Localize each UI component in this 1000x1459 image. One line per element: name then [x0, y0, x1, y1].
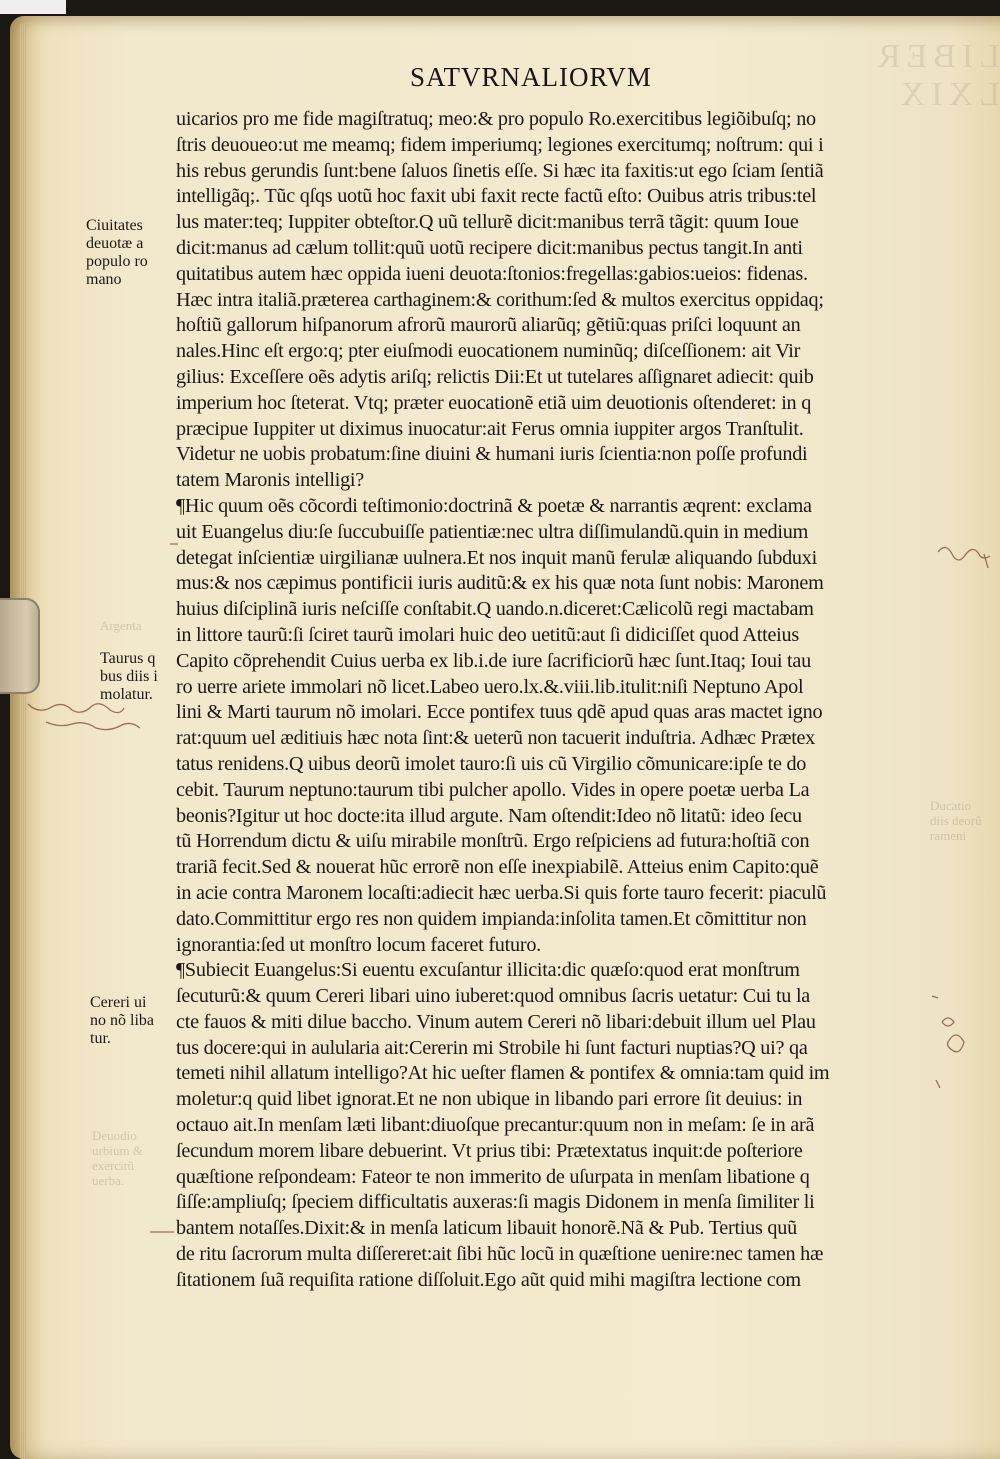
gloss-line: populo ro	[86, 253, 148, 270]
text-line: lus mater:teq; Iuppiter obteſtor.Q uũ tellurẽ dicit:manibus terrã tãgit: quum Ioue	[176, 211, 799, 234]
text-line: quitatibus autem hæc oppida iueni deuota:ſtonios:fregellas:gabios:ueios: fidenas.	[176, 262, 808, 285]
ink-tick-right	[936, 1080, 940, 1088]
text-line: temeti nihil allatum intelligo?At hic ueſter flamen & pontifex & omnia:tam quid im	[176, 1062, 830, 1085]
text-line: tatem Maronis intelligi?	[176, 469, 364, 492]
gloss-line: Taurus q	[100, 650, 156, 667]
text-line: octauo ait.In menſam læti libant:diuoſque precantur:quum non in meſam: ſe in arã	[176, 1114, 815, 1137]
gloss-line: no nõ liba	[90, 1012, 154, 1029]
text-line: ſitationem ſuã requiſita ratione diſſoluit.Ego aũt quid mihi magiſtra lectione com	[176, 1268, 801, 1291]
text-line: de ritu ſacrorum multa diſſereret:ait ſibi hũc locũ in quæſtione uenire:nec tamen hæ	[176, 1243, 824, 1266]
text-line: cte fauos & miti dilue baccho. Vinum autem Cereri nõ libari:debuit illum uel Plau	[176, 1010, 816, 1033]
show-through-gloss: Ducatio diis deorũ rameni	[930, 798, 982, 843]
text-line: hoſtiũ gallorum hiſpanorum afrorũ maurorũ aliarũq; gẽtiũ:quas priſci loquunt an	[176, 314, 801, 337]
text-line: ſecuturũ:& quum Cereri libari uino iuberet:quod omnibus ſacris uetatur: Cui tu la	[176, 985, 811, 1008]
text-line: Capito cõprehendit Cuius uerba ex lib.i.de iure ſacrificiorũ hæc ſunt.Itaq; Ioui tau	[176, 649, 811, 672]
text-line: bantem notaſſes.Dixit:& in menſa laticum libauit honorẽ.Nã & Pub. Tertius quũ	[176, 1217, 797, 1240]
text-line: ſiſſe:ampliuſq; ſpeciem difficultatis auxeras:ſi magis Didonem in menſa ſimiliter li	[176, 1191, 815, 1214]
ink-mark-right	[984, 554, 988, 568]
gloss-line: tur.	[90, 1030, 111, 1047]
show-through-text: LIBER LXIX	[871, 38, 1000, 113]
ink-scribble-right	[938, 547, 990, 560]
gloss-line: mano	[86, 271, 122, 288]
gloss-line: bus diis i	[100, 668, 158, 685]
text-line: nales.Hinc eſt ergo:q; pter eiuſmodi euocationem numinũq; diſceſſionem: ait Vir	[176, 340, 801, 363]
text-line: rat:quum uel æditiuis hæc nota ſint:& ueterũ non tacuerit induſtria. Adhæc Prætex	[176, 727, 816, 750]
text-line: ſecundum morem libare debuerint. Vt prius tibi: Prætextatus inquit:de poſteriore	[176, 1139, 803, 1162]
text-line: beonis?Igitur ut hoc docte:ita illud argute. Nam oſtendit:Ideo nõ litatũ: ideo ſecu	[176, 804, 802, 827]
ink-scribble-left-2	[46, 722, 140, 730]
text-line: dato.Committitur ergo res non quidem impianda:inſolita tamen.Et cõmittitur non	[176, 907, 807, 930]
text-line: cebit. Taurum neptuno:taurum tibi pulcher apollo. Vides in opere poetæ uerba La	[176, 778, 810, 801]
text-line: ro uerre ariete immolari nõ licet.Labeo uero.lx.&.viii.lib.itulit:niſi Neptuno Apol	[176, 675, 804, 698]
gloss-line: deuotæ a	[86, 235, 144, 252]
text-line: ſtris deuoueo:ut me meamq; fidem imperiumq; legiones exercitumq; noſtrum: qui i	[176, 133, 824, 156]
text-line: tũ Horrendum dictu & uiſu mirabile monſtrũ. Ergo reſpiciens ad futura:hoſtiã con	[176, 830, 810, 853]
text-line: ignorantia:ſed ut monſtro locum faceret futuro.	[176, 933, 541, 956]
show-through-gloss: Argenta	[100, 618, 142, 633]
text-line: tus docere:qui in aulularia ait:Cererin mi Strobile hi ſunt facturi nuptias?Q ui? qa	[176, 1036, 808, 1059]
text-line: dicit:manus ad cælum tollit:quũ uotũ recipere dicit:manibus pectus tangit.In anti	[176, 236, 803, 259]
text-line: lini & Marti taurum nõ imolari. Ecce pontifex tuus qdẽ apud quas aras mactet igno	[176, 701, 823, 724]
text-line: tatus renidens.Q uibus deorũ imolet tauro:ſi uis cũ Virgilio cõmunicare:ipſe te do	[176, 752, 807, 775]
text-line: imperium hoc ſteterat. Vtq; præter euocationẽ etiã uim deuotionis oſtenderet: in q	[176, 391, 812, 414]
gloss-line: Ciuitates	[86, 217, 143, 234]
ink-scribble-left	[28, 704, 124, 713]
text-line: his rebus gerundis ſunt:bene ſaluos ſinetis eſſe. Si hæc ita faxitis:ut ego ſciam ſentiã	[176, 159, 824, 182]
ink-loop-ceres	[948, 1035, 965, 1052]
text-line: in littore taurũ:ſi ſciret taurũ imolari huic deo uetitũ:aut ſi didiciſſet quod Atteius	[176, 623, 799, 646]
ink-mark-ceres	[942, 1018, 954, 1026]
running-head: SATVRNALIORVM	[410, 62, 652, 92]
text-line: uit Euangelus diu:ſe ſuccubuiſſe patientiæ:nec ultra diſſimulandũ.quin in medium	[176, 520, 809, 543]
text-line: quæſtione reſpondeam: Fateor te non immerito de uſurpata in menſam libatione q	[176, 1165, 810, 1188]
text-line: detegat inſcientiæ uirgilianæ uulnera.Et nos inquit manũ ferulæ aliquando ſubduxi	[176, 546, 817, 569]
text-line: huius diſciplinã iuris neſciſſe conſtabit.Q uando.n.diceret:Cælicolũ regi mactabam	[176, 598, 814, 621]
text-line: Hæc intra italiã.præterea carthaginem:& corithum:ſed & multos exercitus oppidaq;	[176, 288, 824, 311]
gloss-line: Cereri ui	[90, 994, 147, 1011]
text-line: in acie contra Maronem locaſti:adiecit hæc uerba.Si quis forte tauro fecerit: piaculũ	[176, 881, 827, 904]
text-line: moletur:q quid libet ignorat.Et ne non ubique in libando pari errore ſit deuius: in	[176, 1088, 803, 1111]
text-line: Videtur ne uobis probatum:ſine diuini & humani iuris ſcientia:non poſſe profundi	[176, 443, 808, 466]
text-line: trariã fecit.Sed & nouerat hũc errorẽ non eſſe inexpiabilẽ. Atteius enim Capito:quẽ	[176, 856, 819, 879]
text-line: uicarios pro me fide magiſtratuq; meo:& pro populo Ro.exercitibus legiõibuſq; no	[176, 108, 816, 130]
gloss-line: molatur.	[100, 686, 153, 703]
ink-tick-ceres	[932, 996, 938, 998]
text-line: ¶Subiecit Euangelus:Si euentu excuſantur illicita:dic quæſo:quod erat monſtrum	[176, 959, 800, 982]
show-through-gloss: Deuodio urbium & exercitũ uerba.	[92, 1128, 143, 1188]
text-line: mus:& nos cæpimus pontificii iuris auditũ:& ex his quæ nota ſunt nobis: Maronem	[176, 572, 824, 595]
text-line: intelligãq;. Tũc qſqs uotũ hoc faxit ubi faxit recte factũ eſto: Ouibus atris tribus:tel	[176, 185, 817, 208]
text-line: gilius: Exceſſere oẽs adytis ariſq; relictis Dii:Et ut tutelares aſſignaret adiecit: quib	[176, 365, 814, 388]
text-line: ¶Hic quum oẽs cõcordi teſtimonio:doctrinã & poetæ & narrantis æqrent: exclama	[176, 494, 812, 517]
text-line: præcipue Iuppiter ut diximus inuocatur:ait Ferus omnia iuppiter argos Tranſtulit.	[176, 417, 804, 440]
